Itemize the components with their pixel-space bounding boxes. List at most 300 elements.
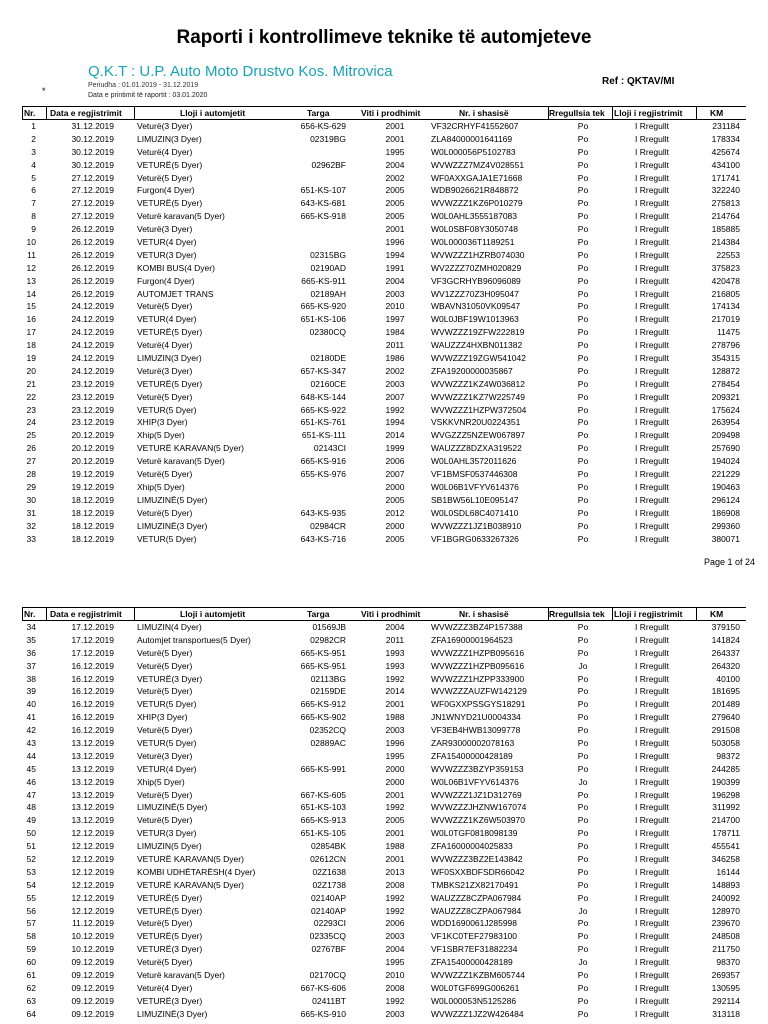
- table-row: [22, 621, 746, 634]
- table-row: [22, 236, 746, 249]
- table-row: [22, 442, 746, 455]
- cell-km: 291508: [711, 725, 740, 736]
- cell-vin: WVWZZZ1HZRB074030: [431, 249, 525, 260]
- cell-year: 2007: [385, 469, 405, 480]
- cell-vin: W0L0SBF08Y3050748: [431, 224, 518, 235]
- cell-km: 311992: [712, 802, 740, 813]
- cell-nr: 37: [26, 660, 36, 671]
- cell-km: 278796: [711, 340, 740, 351]
- cell-registration-type: I Rregullt: [635, 892, 670, 903]
- cell-nr: 52: [26, 854, 36, 865]
- table-row: [22, 917, 746, 930]
- cell-nr: 6: [31, 185, 36, 196]
- cell-vehicle-type: Veturë(4 Dyer): [137, 340, 193, 351]
- cell-registration-type: I Rregullt: [635, 211, 670, 222]
- table-row: [22, 249, 746, 262]
- cell-year: 2003: [385, 1008, 405, 1019]
- cell-km: 214384: [711, 237, 740, 248]
- cell-year: 1991: [385, 262, 405, 273]
- cell-date: 13.12.2019: [71, 763, 114, 774]
- cell-nr: 53: [26, 866, 36, 877]
- cell-plate: 667-KS-606: [300, 982, 346, 993]
- cell-vin: WVWZZZ3BZ4P157388: [431, 622, 523, 632]
- cell-vin: WVWZZZ19ZGW541042: [431, 353, 526, 364]
- cell-vehicle-type: KOMBI BUS(4 Dyer): [137, 262, 215, 273]
- cell-year: 1984: [385, 327, 405, 338]
- cell-registration-type: I Rregullt: [635, 494, 670, 505]
- table-row: [22, 1008, 746, 1021]
- col-header-date: Data e regjistrimit: [50, 108, 122, 118]
- cell-vehicle-type: Veturë karavan(5 Dyer): [137, 211, 225, 222]
- cell-vin: WVWZZZ1KZ7W225749: [431, 391, 525, 402]
- cell-year: 1995: [385, 957, 405, 968]
- cell-registration-type: I Rregullt: [635, 918, 670, 929]
- cell-plate: 655-KS-976: [300, 469, 346, 480]
- cell-year: 2000: [385, 481, 405, 492]
- cell-vin: ZFA16900001964523: [431, 634, 513, 645]
- cell-regularity: Po: [577, 237, 589, 248]
- table-row: [22, 892, 746, 905]
- cell-regularity: Po: [577, 314, 589, 325]
- column-divider: [612, 608, 613, 620]
- cell-vehicle-type: Veturë(5 Dyer): [137, 725, 193, 736]
- cell-nr: 26: [26, 443, 36, 454]
- cell-regularity: Po: [577, 133, 589, 144]
- cell-regularity: Po: [577, 1008, 589, 1019]
- cell-vehicle-type: Veturë(3 Dyer): [137, 121, 193, 131]
- cell-nr: 60: [26, 957, 36, 968]
- table-row: [22, 763, 746, 776]
- cell-nr: 4: [31, 159, 36, 170]
- cell-vin: WV1ZZZ70Z3H095047: [431, 288, 519, 299]
- cell-regularity: Po: [577, 944, 589, 955]
- cell-date: 26.12.2019: [71, 249, 114, 260]
- cell-km: 257690: [711, 443, 740, 454]
- report-title: Raporti i kontrollimeve teknike të automjeteve: [176, 27, 592, 48]
- cell-year: 2005: [385, 185, 405, 196]
- cell-date: 18.12.2019: [71, 520, 114, 531]
- cell-vin: W0L000056P5102783: [431, 146, 516, 157]
- cell-date: 13.12.2019: [71, 738, 114, 749]
- cell-date: 19.12.2019: [71, 481, 114, 492]
- cell-year: 2005: [385, 494, 405, 505]
- cell-plate: 02143CI: [313, 443, 346, 454]
- table-row: [22, 634, 746, 647]
- cell-vin: WVWZZZ1KZBM605744: [431, 970, 525, 981]
- cell-vehicle-type: Furgon(4 Dyer): [137, 275, 195, 286]
- cell-date: 16.12.2019: [71, 725, 114, 736]
- cell-year: 1986: [385, 353, 405, 364]
- table-row: [22, 468, 746, 481]
- cell-registration-type: I Rregullt: [635, 750, 670, 761]
- cell-nr: 43: [26, 738, 36, 749]
- table-row: [22, 930, 746, 943]
- cell-nr: 59: [26, 944, 36, 955]
- cell-regularity: Po: [577, 854, 589, 865]
- cell-plate: 665-KS-911: [301, 275, 346, 286]
- cell-registration-type: I Rregullt: [635, 340, 670, 351]
- cell-year: 2008: [385, 982, 405, 993]
- cell-vin: WF0SXXBDFSDR66042: [431, 866, 525, 877]
- cell-date: 16.12.2019: [71, 673, 114, 684]
- cell-date: 18.12.2019: [71, 507, 114, 518]
- cell-year: 2002: [385, 365, 405, 376]
- cell-date: 09.12.2019: [71, 982, 114, 993]
- cell-vehicle-type: Veturë(5 Dyer): [137, 469, 193, 480]
- cell-date: 24.12.2019: [71, 353, 114, 364]
- cell-registration-type: I Rregullt: [635, 520, 670, 531]
- cell-regularity: Po: [577, 340, 589, 351]
- cell-regularity: Po: [577, 647, 589, 658]
- cell-vin: W0L0TGF0818098139: [431, 828, 518, 839]
- table-row: [22, 995, 746, 1008]
- cell-year: 1992: [385, 995, 405, 1006]
- cell-year: 2011: [385, 340, 405, 351]
- table-row: [22, 533, 746, 546]
- cell-plate: 02190AD: [310, 262, 346, 273]
- table-row: [22, 146, 746, 159]
- cell-nr: 17: [26, 327, 36, 338]
- cell-year: 2014: [385, 430, 405, 441]
- cell-regularity: Po: [577, 430, 589, 441]
- cell-date: 23.12.2019: [71, 378, 114, 389]
- table-row: [22, 853, 746, 866]
- cell-nr: 55: [26, 892, 36, 903]
- cell-nr: 31: [26, 507, 36, 518]
- cell-vehicle-type: AUTOMJET TRANS: [137, 288, 214, 299]
- cell-plate: 651-KS-106: [300, 314, 346, 325]
- cell-date: 16.12.2019: [71, 712, 114, 723]
- cell-km: 380071: [711, 533, 740, 544]
- cell-vehicle-type: VETURË KARAVAN(5 Dyer): [137, 443, 244, 454]
- cell-plate: 02889AC: [310, 738, 346, 749]
- cell-nr: 34: [26, 622, 36, 632]
- cell-vin: ZAR93000002078163: [431, 738, 515, 749]
- cell-vin: ZLA84000001641169: [431, 133, 513, 144]
- cell-plate: 651-KS-103: [300, 802, 346, 813]
- table-row: [22, 737, 746, 750]
- cell-regularity: Po: [577, 507, 589, 518]
- col-header-vin: Nr. i shasisë: [459, 108, 509, 118]
- cell-plate: 657-KS-347: [300, 365, 346, 376]
- cell-vin: WF0AXXGAJA1E71668: [431, 172, 523, 183]
- cell-km: 148893: [711, 879, 740, 890]
- cell-date: 27.12.2019: [71, 172, 114, 183]
- cell-plate: 02170CQ: [309, 970, 346, 981]
- cell-registration-type: I Rregullt: [635, 378, 670, 389]
- cell-km: 194024: [711, 456, 740, 467]
- cell-regularity: Po: [577, 301, 589, 312]
- table-row: [22, 288, 746, 301]
- col-header-model: Lloji i automjetit: [180, 108, 246, 118]
- cell-vehicle-type: Veturë(3 Dyer): [137, 365, 193, 376]
- cell-vehicle-type: LIMUZIN(3 Dyer): [137, 133, 202, 144]
- table-row: [22, 339, 746, 352]
- cell-registration-type: I Rregullt: [635, 249, 670, 260]
- cell-registration-type: I Rregullt: [635, 647, 670, 658]
- cell-km: 128970: [711, 905, 740, 916]
- cell-nr: 42: [26, 725, 36, 736]
- cell-regularity: Po: [577, 866, 589, 877]
- cell-nr: 9: [31, 224, 36, 235]
- cell-registration-type: I Rregullt: [635, 995, 670, 1006]
- cell-nr: 58: [26, 931, 36, 942]
- cell-plate: 02189AH: [310, 288, 346, 299]
- cell-regularity: Po: [577, 828, 589, 839]
- cell-date: 27.12.2019: [71, 185, 114, 196]
- cell-vehicle-type: LIMUZIN(5 Dyer): [137, 841, 202, 852]
- table-row: [22, 750, 746, 763]
- cell-nr: 15: [26, 301, 36, 312]
- cell-vehicle-type: VETURË(5 Dyer): [137, 905, 203, 916]
- cell-year: 1988: [385, 841, 405, 852]
- col-header-vin: Nr. i shasisë: [459, 609, 509, 619]
- cell-registration-type: I Rregullt: [635, 456, 670, 467]
- cell-plate: 651-KS-111: [301, 430, 346, 441]
- cell-regularity: Po: [577, 815, 589, 826]
- cell-vin: VF3EB4HWB13099778: [431, 725, 521, 736]
- cell-nr: 50: [26, 828, 36, 839]
- cell-year: 2005: [385, 211, 405, 222]
- cell-date: 26.12.2019: [71, 275, 114, 286]
- cell-date: 18.12.2019: [71, 533, 114, 544]
- cell-regularity: Po: [577, 763, 589, 774]
- cell-nr: 51: [26, 841, 36, 852]
- cell-regularity: Po: [577, 634, 589, 645]
- table-row: [22, 494, 746, 507]
- cell-nr: 62: [26, 982, 36, 993]
- cell-year: 1997: [385, 314, 405, 325]
- col-header-regularity: Rregullsia tek: [549, 609, 605, 619]
- cell-registration-type: I Rregullt: [635, 1008, 670, 1019]
- cell-date: 17.12.2019: [71, 622, 114, 632]
- cell-vin: SB1BW56L10E095147: [431, 494, 519, 505]
- cell-registration-type: I Rregullt: [635, 815, 670, 826]
- table-row: [22, 698, 746, 711]
- cell-regularity: Po: [577, 378, 589, 389]
- cell-km: 375823: [711, 262, 740, 273]
- cell-regularity: Po: [577, 365, 589, 376]
- table-row: [22, 300, 746, 313]
- cell-date: 24.12.2019: [71, 340, 114, 351]
- cell-registration-type: I Rregullt: [635, 712, 670, 723]
- cell-vehicle-type: VETURË(5 Dyer): [137, 198, 203, 209]
- table-row: [22, 840, 746, 853]
- column-divider: [548, 608, 549, 620]
- cell-date: 30.12.2019: [71, 133, 114, 144]
- cell-registration-type: I Rregullt: [635, 686, 670, 697]
- cell-km: 216805: [711, 288, 740, 299]
- cell-plate: 667-KS-605: [300, 789, 346, 800]
- vehicle-table-page-1: [22, 106, 746, 545]
- cell-regularity: Po: [577, 288, 589, 299]
- cell-regularity: Po: [577, 249, 589, 260]
- cell-vehicle-type: VETUR(5 Dyer): [137, 738, 197, 749]
- cell-date: 13.12.2019: [71, 815, 114, 826]
- cell-vin: W0L0JBF19W1013963: [431, 314, 519, 325]
- cell-date: 26.12.2019: [71, 224, 114, 235]
- cell-km: 279640: [711, 712, 740, 723]
- cell-year: 2007: [385, 391, 405, 402]
- cell-nr: 30: [26, 494, 36, 505]
- cell-date: 11.12.2019: [72, 918, 114, 929]
- cell-nr: 44: [26, 750, 36, 761]
- cell-regularity: Po: [577, 725, 589, 736]
- cell-vin: VF1KC0TEF27983100: [431, 931, 517, 942]
- cell-km: 141824: [711, 634, 740, 645]
- cell-regularity: Po: [577, 841, 589, 852]
- cell-year: 2012: [385, 507, 405, 518]
- vehicle-table-page-2: [22, 607, 746, 1021]
- cell-vin: ZFA15400000428189: [431, 750, 513, 761]
- cell-plate: 02113BG: [310, 673, 346, 684]
- table-row: [22, 210, 746, 223]
- col-header-regularity: Rregullsia tek: [549, 108, 605, 118]
- cell-vin: WVGZZZ5NZEW067897: [431, 430, 525, 441]
- cell-date: 12.12.2019: [71, 905, 114, 916]
- cell-plate: 651-KS-107: [300, 185, 346, 196]
- table-row: [22, 801, 746, 814]
- cell-nr: 16: [26, 314, 36, 325]
- table-row: [22, 197, 746, 210]
- cell-vin: ZFA15400000428189: [431, 957, 513, 968]
- cell-km: 313118: [712, 1008, 740, 1019]
- cell-plate: 643-KS-935: [300, 507, 346, 518]
- cell-vin: WF0GXXPSSGYS18291: [431, 699, 526, 710]
- cell-km: 299360: [711, 520, 740, 531]
- cell-vehicle-type: Veturë(5 Dyer): [137, 172, 193, 183]
- table-row: [22, 120, 746, 133]
- cell-km: 420478: [711, 275, 740, 286]
- cell-plate: 02380CQ: [309, 327, 346, 338]
- print-date: Data e printimit të raportit : 03.01.2020: [88, 92, 208, 99]
- table-row: [22, 404, 746, 417]
- cell-registration-type: I Rregullt: [635, 841, 670, 852]
- cell-vehicle-type: Veturë(3 Dyer): [137, 750, 193, 761]
- cell-regularity: Po: [577, 494, 589, 505]
- cell-nr: 2: [31, 133, 36, 144]
- cell-regularity: Po: [577, 469, 589, 480]
- cell-nr: 21: [26, 378, 36, 389]
- cell-vin: VF1BMSF0537446308: [431, 469, 518, 480]
- cell-regularity: Po: [577, 982, 589, 993]
- cell-regularity: Po: [577, 533, 589, 544]
- cell-vin: W0L0AHL3555187083: [431, 211, 518, 222]
- cell-vin: VF1SBR7EF31882234: [431, 944, 518, 955]
- col-header-registration-type: Lloji i regjistrimit: [614, 108, 683, 118]
- cell-year: 2003: [385, 378, 405, 389]
- cell-regularity: Po: [577, 520, 589, 531]
- table-row: [22, 647, 746, 660]
- cell-vehicle-type: LIMUZIN(4 Dyer): [137, 622, 202, 632]
- cell-registration-type: I Rregullt: [635, 725, 670, 736]
- cell-registration-type: I Rregullt: [635, 763, 670, 774]
- cell-year: 2001: [385, 699, 405, 710]
- cell-vin: WVWZZZ19ZFW222819: [431, 327, 525, 338]
- table-row: [22, 520, 746, 533]
- cell-regularity: Po: [577, 738, 589, 749]
- cell-date: 24.12.2019: [71, 301, 114, 312]
- cell-vin: WVWZZZ1KZ4W036812: [431, 378, 525, 389]
- cell-year: 2000: [385, 763, 405, 774]
- cell-vin: WV2ZZZ70ZMH020829: [431, 262, 522, 273]
- table-row: [22, 481, 746, 494]
- cell-nr: 27: [26, 456, 36, 467]
- cell-vehicle-type: VETURË(5 Dyer): [137, 327, 203, 338]
- cell-registration-type: I Rregullt: [635, 879, 670, 890]
- cell-plate: 651-KS-761: [300, 417, 346, 428]
- table-row: [22, 416, 746, 429]
- col-header-year: Viti i prodhimit: [361, 108, 421, 118]
- company-name: Q.K.T : U.P. Auto Moto Drustvo Kos. Mitrovica: [88, 63, 393, 80]
- cell-vehicle-type: VETUR(5 Dyer): [137, 699, 197, 710]
- cell-plate: 02140AP: [311, 905, 346, 916]
- page-number: Page 1 of 24: [704, 557, 756, 567]
- cell-regularity: Po: [577, 404, 589, 415]
- cell-registration-type: I Rregullt: [635, 738, 670, 749]
- cell-year: 2004: [385, 159, 405, 170]
- cell-date: 30.12.2019: [71, 159, 114, 170]
- cell-vehicle-type: LIMUZINË(3 Dyer): [137, 1008, 208, 1019]
- cell-regularity: Po: [577, 622, 589, 632]
- cell-registration-type: I Rregullt: [635, 430, 670, 441]
- cell-registration-type: I Rregullt: [635, 634, 670, 645]
- cell-plate: 02962BF: [311, 159, 346, 170]
- cell-regularity: Po: [577, 686, 589, 697]
- cell-vin: TMBKS21ZX82170491: [431, 879, 519, 890]
- cell-date: 10.12.2019: [71, 944, 114, 955]
- cell-km: 292114: [712, 995, 740, 1006]
- cell-regularity: Po: [577, 417, 589, 428]
- cell-regularity: Po: [577, 443, 589, 454]
- cell-km: 214764: [711, 211, 740, 222]
- table-row: [22, 905, 746, 918]
- cell-vin: WVWZZZAUZFW142129: [431, 686, 527, 697]
- column-divider: [612, 107, 613, 119]
- cell-registration-type: I Rregullt: [635, 802, 670, 813]
- cell-regularity: Po: [577, 918, 589, 929]
- cell-plate: 02612CN: [310, 854, 346, 865]
- cell-year: 2011: [385, 634, 405, 645]
- table-row: [22, 326, 746, 339]
- table-row: [22, 724, 746, 737]
- cell-vehicle-type: Veturë(5 Dyer): [137, 957, 193, 968]
- cell-km: 190463: [711, 481, 740, 492]
- column-divider: [134, 608, 135, 620]
- cell-regularity: Po: [577, 275, 589, 286]
- table-row: [22, 827, 746, 840]
- cell-year: 1995: [385, 146, 405, 157]
- cell-plate: 656-KS-629: [300, 121, 346, 131]
- cell-date: 24.12.2019: [71, 327, 114, 338]
- cell-vin: W0L0TGF699G006261: [431, 982, 520, 993]
- table-row: [22, 814, 746, 827]
- cell-registration-type: I Rregullt: [635, 198, 670, 209]
- table-row: [22, 262, 746, 275]
- cell-vehicle-type: Veturë(5 Dyer): [137, 647, 193, 658]
- cell-date: 20.12.2019: [71, 443, 114, 454]
- cell-km: 231184: [712, 121, 740, 131]
- cell-year: 2006: [385, 456, 405, 467]
- cell-regularity: Po: [577, 879, 589, 890]
- cell-date: 23.12.2019: [71, 404, 114, 415]
- cell-km: 248508: [711, 931, 740, 942]
- cell-year: 1992: [385, 404, 405, 415]
- cell-plate: 665-KS-902: [300, 712, 346, 723]
- cell-plate: 665-KS-991: [300, 763, 346, 774]
- cell-nr: 19: [26, 353, 36, 364]
- column-divider: [22, 107, 23, 119]
